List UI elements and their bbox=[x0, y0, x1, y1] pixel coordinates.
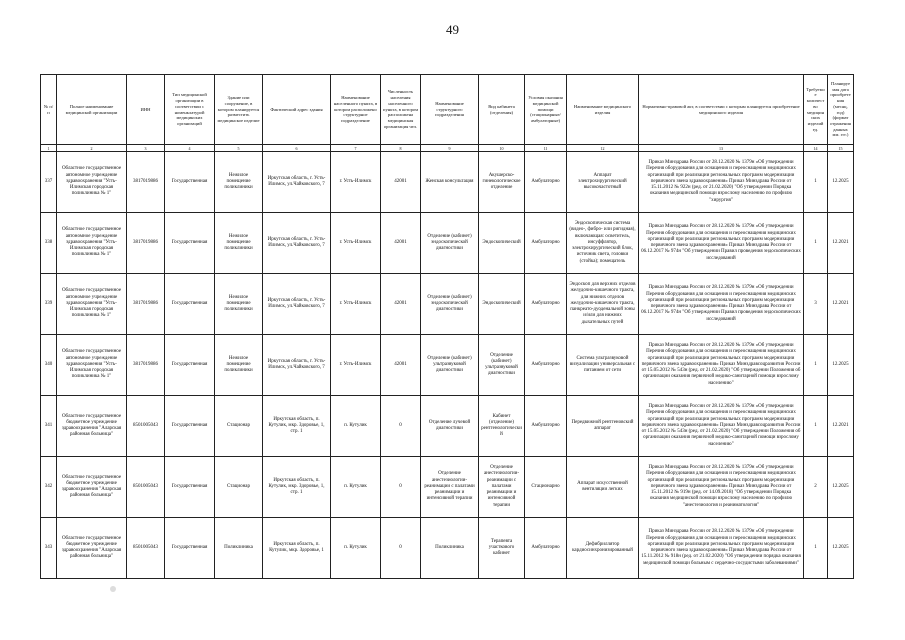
scan-speck bbox=[110, 586, 116, 592]
org-name: Областное государственное автономное учреждение здравоохранения "Усть-Илимская городская поликлиника № 1" bbox=[57, 152, 127, 213]
cabinet: Эндоскопический bbox=[479, 274, 525, 335]
org-type: Государственная bbox=[165, 518, 215, 579]
population: 42001 bbox=[381, 335, 421, 396]
conditions: Стационарно bbox=[525, 457, 567, 518]
device: Эндоскопическая система (видео-, фибро- или ригидная), включающая: осветитель, инсуффлятор, электрохирургический блок, источник света, головки (стойка); помещатель bbox=[567, 213, 639, 274]
page-number: 49 bbox=[446, 22, 459, 37]
org-type: Государственная bbox=[165, 274, 215, 335]
table-row bbox=[41, 274, 854, 335]
column-number: 11 bbox=[525, 145, 567, 152]
planned-date: 12.2025 bbox=[828, 152, 854, 213]
org-name: Областное государственное бюджетное учреждение здравоохранения "Аларская районная больница" bbox=[57, 518, 127, 579]
locality: г. Усть-Илимск bbox=[331, 274, 381, 335]
table-row bbox=[41, 213, 854, 274]
building: Поликлиника bbox=[215, 518, 263, 579]
address: Иркутская область, г. Усть-Илимск, ул.Чайковского, 7 bbox=[263, 335, 331, 396]
building: Нежилое помещение поликлиники bbox=[215, 213, 263, 274]
address: Иркутская область, г. Усть-Илимск, ул.Чайковского, 7 bbox=[263, 213, 331, 274]
device: Система ультразвуковой визуализации универсальная с питанием от сети bbox=[567, 335, 639, 396]
building: Стационар bbox=[215, 396, 263, 457]
legal-act: Приказ Минздрава России от 28.12.2020 № 1379н «Об утверждении Перечня оборудования для оснащения и переоснащения медицинских организаций при реализации региональных программ модернизации первичного звена здравоохранения» Приказ Минздрава России от 15.11.2012 № 918н (ред. от 21.02.2020) "Об утверждении порядка оказания медицинской помощи больным с сердечно-сосудистыми заболеваниями" bbox=[639, 518, 804, 579]
planned-date: 12.2021 bbox=[828, 274, 854, 335]
population: 42001 bbox=[381, 152, 421, 213]
header-cell: ИНН bbox=[127, 75, 165, 145]
conditions: Амбулаторно bbox=[525, 274, 567, 335]
conditions: Амбулаторно bbox=[525, 396, 567, 457]
legal-act: Приказ Минздрава России от 28.12.2020 № 1379н «Об утверждении Перечня оборудования для оснащения и переоснащения медицинских организаций при реализации региональных программ модернизации первичного звена здравоохранения» Приказ Минздрава России от 15.11.2012 № 922н (ред. от 21.02.2020) "Об утверждении Порядка оказания медицинской помощи взрослому населению по профилю "хирургия" bbox=[639, 152, 804, 213]
column-number: 3 bbox=[127, 145, 165, 152]
equipment-table bbox=[40, 74, 854, 579]
quantity: 2 bbox=[804, 457, 828, 518]
building: Нежилое помещение поликлиники bbox=[215, 335, 263, 396]
cabinet: Терапевта участкового кабинет bbox=[479, 518, 525, 579]
org-name: Областное государственное бюджетное учреждение здравоохранения "Аларская районная больница" bbox=[57, 396, 127, 457]
org-type: Государственная bbox=[165, 152, 215, 213]
address: Иркутская область, п. Кутулик, мкр. Здоровье, 1, стр. 1 bbox=[263, 396, 331, 457]
quantity: 1 bbox=[804, 518, 828, 579]
header-cell: Наименование структурного подразделения bbox=[421, 75, 479, 145]
population: 42001 bbox=[381, 213, 421, 274]
unit: Женская консультация bbox=[421, 152, 479, 213]
planned-date: 12.2021 bbox=[828, 396, 854, 457]
address: Иркутская область, п. Кутулик, мкр. Здоровье, 1 bbox=[263, 518, 331, 579]
building: Стационар bbox=[215, 457, 263, 518]
unit: Поликлиника bbox=[421, 518, 479, 579]
device: Эндоскоп для верхних отделов желудочно-кишечного тракта, для нижних отделов желудочно-кишечного тракта, панкреато-дуоденальной зоны и/или для нижних дыхательных путей bbox=[567, 274, 639, 335]
locality: г. Усть-Илимск bbox=[331, 213, 381, 274]
legal-act: Приказ Минздрава России от 28.12.2020 № 1379н «Об утверждении Перечня оборудования для оснащения и переоснащения медицинских организаций при реализации региональных программ модернизации первичного звена здравоохранения» Приказ Минздравсоцразвития России от 15.05.2012 № 543н (ред. от 21.02.2020) "Об утверждении Положения об организации оказания первичной медико-санитарной помощи взрослому населению" bbox=[639, 396, 804, 457]
unit: Отделение (кабинет) эндоскопической диагностики bbox=[421, 213, 479, 274]
legal-act: Приказ Минздрава России от 28.12.2020 № 1379н «Об утверждении Перечня оборудования для оснащения и переоснащения медицинских организаций при реализации региональных программ модернизации первичного звена здравоохранения» Приказ Минздрава России от 06.12.2017 № 974н "Об утверждении Правил проведения эндоскопических исследований bbox=[639, 213, 804, 274]
quantity: 1 bbox=[804, 335, 828, 396]
org-type: Государственная bbox=[165, 213, 215, 274]
column-number: 5 bbox=[215, 145, 263, 152]
row-number: 338 bbox=[41, 213, 57, 274]
inn: 3817019886 bbox=[127, 213, 165, 274]
planned-date: 12.2025 bbox=[828, 457, 854, 518]
address: Иркутская область, п. Кутулик, мкр. Здоровье, 1, стр. 1 bbox=[263, 457, 331, 518]
locality: г. Усть-Илимск bbox=[331, 152, 381, 213]
legal-act: Приказ Минздрава России от 28.12.2020 № 1379н «Об утверждении Перечня оборудования для оснащения и переоснащения медицинских организаций при реализации региональных программ модернизации первичного звена здравоохранения» Приказ Минздрава России от 15.11.2012 № 919н (ред. от 14.09.2018) "Об утверждении Порядка оказания медицинской помощи взрослому населению по профилю "анестезиология и реаниматология" bbox=[639, 457, 804, 518]
row-number: 337 bbox=[41, 152, 57, 213]
column-number: 4 bbox=[165, 145, 215, 152]
column-number: 15 bbox=[828, 145, 854, 152]
conditions: Амбулаторно bbox=[525, 518, 567, 579]
unit: Отделение (кабинет) эндоскопической диагностики bbox=[421, 274, 479, 335]
cabinet: Кабинет (отделение) рентгенологический bbox=[479, 396, 525, 457]
inn: 8501005043 bbox=[127, 518, 165, 579]
header-cell: Численность населения населенного пункта, в котором расположена медицинская организация чел. bbox=[381, 75, 421, 145]
address: Иркутская область, г. Усть-Илимск, ул.Чайковского, 7 bbox=[263, 274, 331, 335]
header-cell: Требуемое количество медицинских изделий ед. bbox=[804, 75, 828, 145]
building: Нежилое помещение поликлиники bbox=[215, 274, 263, 335]
column-number: 9 bbox=[421, 145, 479, 152]
org-name: Областное государственное автономное учреждение здравоохранения "Усть-Илимская городская поликлиника № 1" bbox=[57, 213, 127, 274]
locality: п. Кутулик bbox=[331, 457, 381, 518]
table-row bbox=[41, 152, 854, 213]
device: Аппарат искусственной вентиляции легких bbox=[567, 457, 639, 518]
population: 0 bbox=[381, 396, 421, 457]
column-number: 12 bbox=[567, 145, 639, 152]
org-name: Областное государственное автономное учреждение здравоохранения "Усть-Илимская городская поликлиника № 1" bbox=[57, 335, 127, 396]
unit: Отделение лучевой диагностики bbox=[421, 396, 479, 457]
header-row bbox=[41, 75, 854, 145]
inn: 3817019886 bbox=[127, 335, 165, 396]
table-row bbox=[41, 457, 854, 518]
column-number: 10 bbox=[479, 145, 525, 152]
legal-act: Приказ Минздрава России от 28.12.2020 № 1379н «Об утверждении Перечня оборудования для оснащения и переоснащения медицинских организаций при реализации региональных программ модернизации первичного звена здравоохранения» Приказ Минздрава России от 06.12.2017 № 974н "Об утверждении Правил проведения эндоскопических исследований bbox=[639, 274, 804, 335]
org-name: Областное государственное автономное учреждение здравоохранения "Усть-Илимская городская поликлиника № 1" bbox=[57, 274, 127, 335]
column-number: 1 bbox=[41, 145, 57, 152]
org-name: Областное государственное бюджетное учреждение здравоохранения "Аларская районная больница" bbox=[57, 457, 127, 518]
conditions: Амбулаторно bbox=[525, 152, 567, 213]
cabinet: Акушерско-гинекологическое отделение bbox=[479, 152, 525, 213]
header-cell: Тип медицинской организации в соответствии с номенклатурой медицинских организаций bbox=[165, 75, 215, 145]
locality: п. Кутулик bbox=[331, 396, 381, 457]
cabinet: Отделение (кабинет) ультразвуковой диагностики bbox=[479, 335, 525, 396]
building: Нежилое помещение поликлиники bbox=[215, 152, 263, 213]
column-number: 6 bbox=[263, 145, 331, 152]
header-cell: Полное наименование медицинской организации bbox=[57, 75, 127, 145]
header-cell: Фактический адрес здания bbox=[263, 75, 331, 145]
row-number: 343 bbox=[41, 518, 57, 579]
address: Иркутская область, г. Усть-Илимск, ул.Чайковского, 7 bbox=[263, 152, 331, 213]
conditions: Амбулаторно bbox=[525, 213, 567, 274]
population: 0 bbox=[381, 457, 421, 518]
org-type: Государственная bbox=[165, 457, 215, 518]
org-type: Государственная bbox=[165, 335, 215, 396]
row-number: 339 bbox=[41, 274, 57, 335]
column-number: 8 bbox=[381, 145, 421, 152]
column-number: 13 bbox=[639, 145, 804, 152]
header-cell: Нормативно-правовой акт, в соответствии с которым планируется приобретение медицинского изделия bbox=[639, 75, 804, 145]
table-row bbox=[41, 518, 854, 579]
locality: п. Кутулик bbox=[331, 518, 381, 579]
row-number: 342 bbox=[41, 457, 57, 518]
planned-date: 12.2025 bbox=[828, 335, 854, 396]
quantity: 1 bbox=[804, 396, 828, 457]
row-number: 341 bbox=[41, 396, 57, 457]
column-number: 2 bbox=[57, 145, 127, 152]
header-cell: Условия оказания медицинской помощи (стационарные/амбулаторные) bbox=[525, 75, 567, 145]
planned-date: 12.2025 bbox=[828, 518, 854, 579]
inn: 8501005043 bbox=[127, 396, 165, 457]
device: Аппарат электрохирургический высокочастотный bbox=[567, 152, 639, 213]
header-cell: № п/п bbox=[41, 75, 57, 145]
planned-date: 12.2021 bbox=[828, 213, 854, 274]
header-cell: Планируемая дата приобретения (месяц, год) (формат отражения данных мм. ггг.) bbox=[828, 75, 854, 145]
unit: Отделение (кабинет) ультразвуковой диагностики bbox=[421, 335, 479, 396]
inn: 8501005043 bbox=[127, 457, 165, 518]
cabinet: Эндоскопический bbox=[479, 213, 525, 274]
header-cell: Вид кабинета (отделения) bbox=[479, 75, 525, 145]
table-row bbox=[41, 335, 854, 396]
quantity: 1 bbox=[804, 213, 828, 274]
column-number-row bbox=[41, 145, 854, 152]
header-cell: Здание или сооружение, в котором планируется разместить медицинское изделие bbox=[215, 75, 263, 145]
population: 42001 bbox=[381, 274, 421, 335]
row-number: 340 bbox=[41, 335, 57, 396]
quantity: 3 bbox=[804, 274, 828, 335]
inn: 3817019886 bbox=[127, 274, 165, 335]
inn: 3817019886 bbox=[127, 152, 165, 213]
device: Передвижной рентгеновский аппарат bbox=[567, 396, 639, 457]
population: 0 bbox=[381, 518, 421, 579]
unit: Отделение анестезиологии-реанимации с палатами реанимации и интенсивной терапии bbox=[421, 457, 479, 518]
column-number: 14 bbox=[804, 145, 828, 152]
conditions: Амбулаторно bbox=[525, 335, 567, 396]
header-cell: Наименование населенного пункта, в котором расположено структурное подразделение bbox=[331, 75, 381, 145]
device: Дефибриллятор кардиосинхронизированный bbox=[567, 518, 639, 579]
locality: г. Усть-Илимск bbox=[331, 335, 381, 396]
table-row bbox=[41, 396, 854, 457]
quantity: 1 bbox=[804, 152, 828, 213]
legal-act: Приказ Минздрава России от 28.12.2020 № 1379н «Об утверждении Перечня оборудования для оснащения и переоснащения медицинских организаций при реализации региональных программ модернизации первичного звена здравоохранения» Приказ Минздравсоцразвития России от 15.05.2012 № 543н (ред. от 21.02.2020) "Об утверждении Положения об организации оказания первичной медико-санитарной помощи взрослому населению" bbox=[639, 335, 804, 396]
header-cell: Наименование медицинского изделия bbox=[567, 75, 639, 145]
cabinet: Отделение анестезиологии-реанимации с палатами реанимации и интенсивной терапии bbox=[479, 457, 525, 518]
column-number: 7 bbox=[331, 145, 381, 152]
org-type: Государственная bbox=[165, 396, 215, 457]
